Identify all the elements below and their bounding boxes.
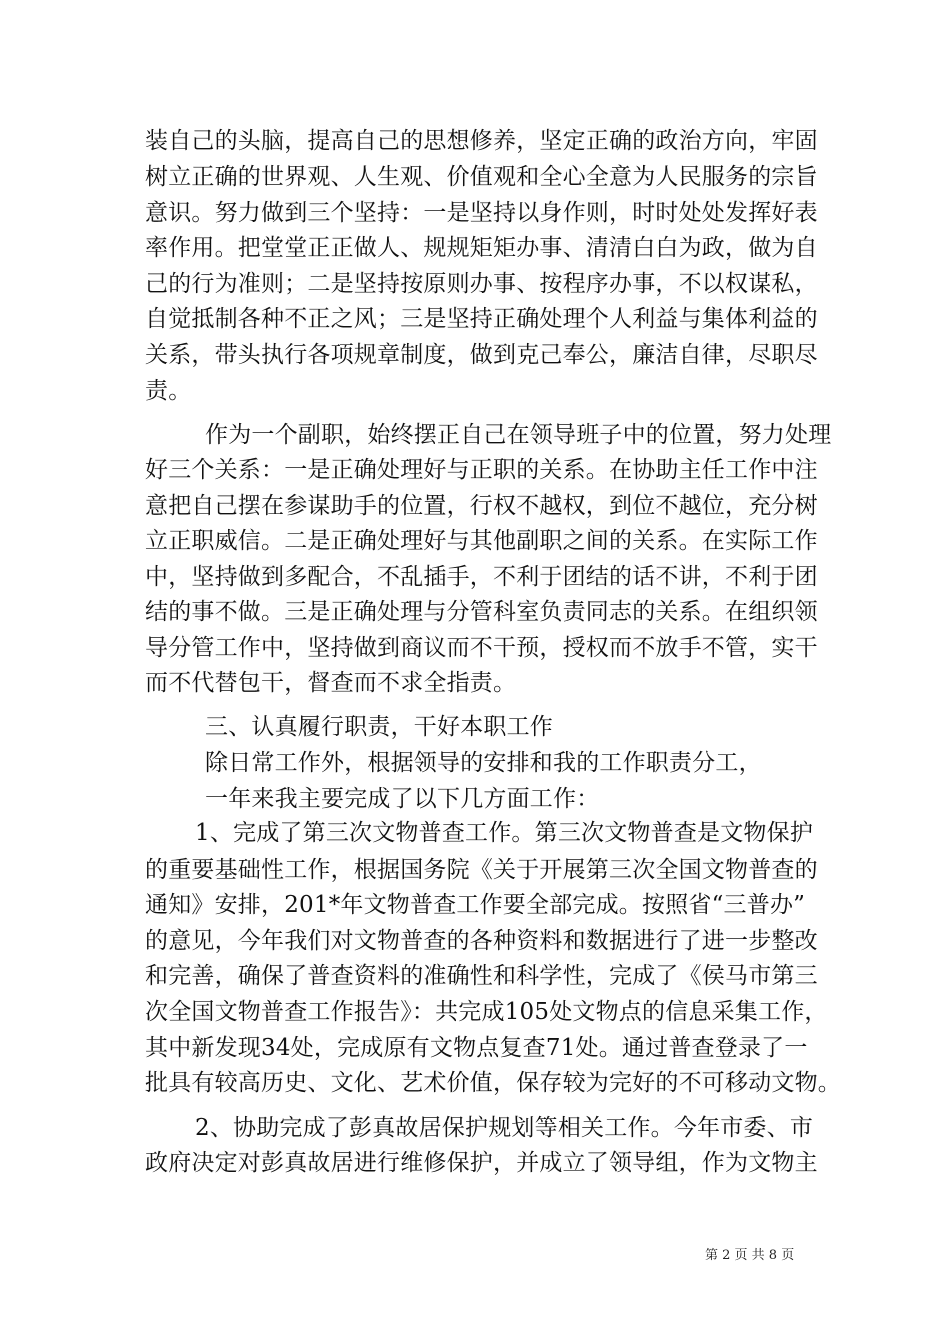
text-line: 三、认真履行职责，干好本职工作	[205, 714, 553, 740]
text-line: 结的事不做。三是正确处理与分管科室负责同志的关系。在组织领	[145, 599, 818, 625]
text-line: 次全国文物普查工作报告》：共完成105处文物点的信息采集工作，	[145, 999, 828, 1025]
text-line: 的重要基础性工作，根据国务院《关于开展第三次全国文物普查的	[145, 857, 818, 883]
text-line: 装自己的头脑，提高自己的思想修养，坚定正确的政治方向，牢固	[145, 128, 818, 154]
text-line: 己的行为准则；二是坚持按原则办事、按程序办事，不以权谋私，	[145, 271, 818, 297]
text-line: 除日常工作外，根据领导的安排和我的工作职责分工，	[205, 750, 762, 776]
text-line: 而不代替包干，督查而不求全指责。	[145, 670, 517, 696]
text-line: 立正职威信。二是正确处理好与其他副职之间的关系。在实际工作	[145, 528, 818, 554]
text-line: 1、完成了第三次文物普查工作。第三次文物普查是文物保护	[195, 820, 814, 846]
text-line: 作为一个副职，始终摆正自己在领导班子中的位置，努力处理	[205, 422, 832, 448]
text-line: 一年来我主要完成了以下几方面工作：	[205, 786, 600, 812]
text-line: 意把自己摆在参谋助手的位置，行权不越权，到位不越位，充分树	[145, 493, 818, 519]
text-line: 通知》安排，201*年文物普查工作要全部完成。按照省“三普办”	[145, 892, 806, 918]
text-line: 政府决定对彭真故居进行维修保护，并成立了领导组，作为文物主	[145, 1150, 818, 1176]
text-line: 自觉抵制各种不正之风；三是坚持正确处理个人利益与集体利益的	[145, 306, 818, 332]
text-line: 率作用。把堂堂正正做人、规规矩矩办事、清清白白为政，做为自	[145, 235, 818, 261]
text-line: 批具有较高历史、文化、艺术价值，保存较为完好的不可移动文物。	[145, 1070, 841, 1096]
text-line: 责。	[145, 378, 192, 404]
text-line: 的意见，今年我们对文物普查的各种资料和数据进行了进一步整改	[145, 928, 818, 954]
text-line: 其中新发现34处，完成原有文物点复查71处。通过普查登录了一	[145, 1035, 808, 1061]
text-line: 意识。努力做到三个坚持：一是坚持以身作则，时时处处发挥好表	[145, 200, 818, 226]
text-line: 好三个关系：一是正确处理好与正职的关系。在协助主任工作中注	[145, 457, 818, 483]
text-line: 关系，带头执行各项规章制度，做到克己奉公，廉洁自律，尽职尽	[145, 342, 818, 368]
text-line: 中，坚持做到多配合，不乱插手，不利于团结的话不讲，不利于团	[145, 564, 818, 590]
text-line: 导分管工作中，坚持做到商议而不干预，授权而不放手不管，实干	[145, 635, 818, 661]
text-line: 和完善，确保了普查资料的准确性和科学性，完成了《侯马市第三	[145, 963, 818, 989]
page-number-footer: 第 2 页 共 8 页	[705, 1248, 795, 1263]
text-line: 树立正确的世界观、人生观、价值观和全心全意为人民服务的宗旨	[145, 164, 818, 190]
text-line: 2、协助完成了彭真故居保护规划等相关工作。今年市委、市	[195, 1115, 814, 1141]
